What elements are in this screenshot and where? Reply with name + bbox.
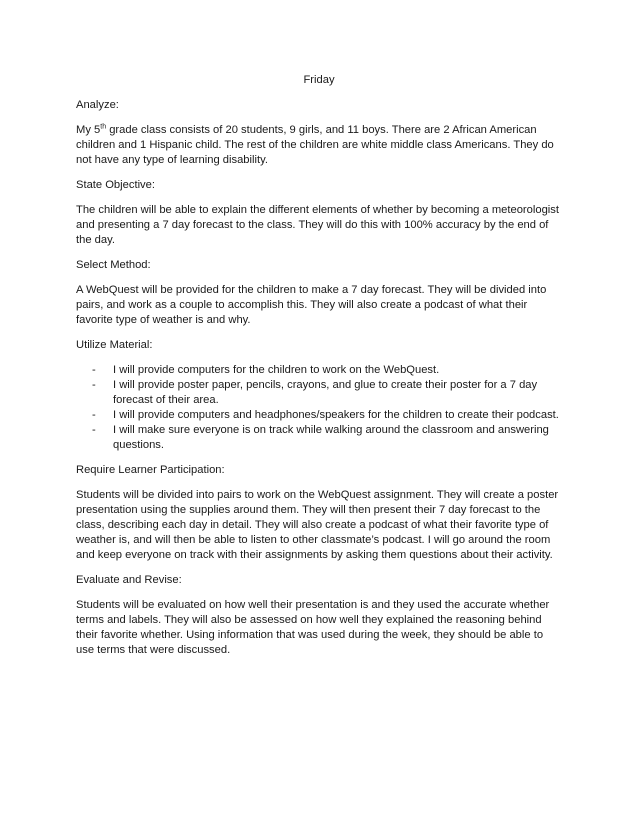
select-method-heading: Select Method: [76,259,151,271]
analyze-paragraph [76,123,562,168]
list-item-text: I will make sure everyone is on track while walking around the classroom and answering questions. [113,424,549,451]
page-title: Friday [303,74,335,86]
list-item-text: I will provide computers and headphones/speakers for the children to create their podcast. [113,409,559,421]
list-item [76,408,562,423]
select-method-paragraph: A WebQuest will be provided for the children to make a 7 day forecast. They will be divided into pairs, and work as a couple to accomplish this. They will also create a podcast of what their favorite type of weather is and why. [76,284,547,326]
utilize-material-heading: Utilize Material: [76,339,153,351]
material-list [76,363,562,453]
require-participation-paragraph: Students will be divided into pairs to work on the WebQuest assignment. They will create a poster presentation using the supplies around them. They will then present their 7 day forecast to the class, describing each day in detail. They will also create a podcast of what their favorite type of weather is, and will then be able to listen to other classmate’s podcast. I will go around the room and keep everyone on track with their assignments by asking them questions about their activity. [76,489,559,561]
list-item [76,423,562,453]
state-objective-heading: State Objective: [76,179,155,191]
bullet-dash: - [92,379,96,391]
list-item [76,363,562,378]
analyze-text-rest: grade class consists of 20 students, 9 girls, and 11 boys. There are 2 African American children and 1 Hispanic child. The rest of the children are white middle class Americans. They do not have any type of learning disability. [76,124,554,166]
list-item-text: I will provide computers for the children to work on the WebQuest. [113,364,440,376]
bullet-dash: - [92,424,96,436]
document-body [76,73,562,668]
list-item [76,378,562,408]
ordinal-superscript: th [100,123,107,131]
evaluate-revise-heading: Evaluate and Revise: [76,574,182,586]
list-item-text: I will provide poster paper, pencils, crayons, and glue to create their poster for a 7 day forecast of their area. [113,379,538,406]
state-objective-paragraph: The children will be able to explain the different elements of whether by becoming a meteorologist and presenting a 7 day forecast to the class. They will do this with 100% accuracy by the end of the day. [76,204,559,246]
analyze-text-start: My 5 [76,124,101,136]
bullet-dash: - [92,364,96,376]
evaluate-revise-paragraph: Students will be evaluated on how well their presentation is and they used the accurate whether terms and labels. They will also be assessed on how well they explained the reasoning behind their favorite whether. Using information that was used during the week, they should be able to use terms that were discussed. [76,599,550,656]
bullet-dash: - [92,409,96,421]
analyze-heading: Analyze: [76,99,119,111]
require-participation-heading: Require Learner Participation: [76,464,225,476]
